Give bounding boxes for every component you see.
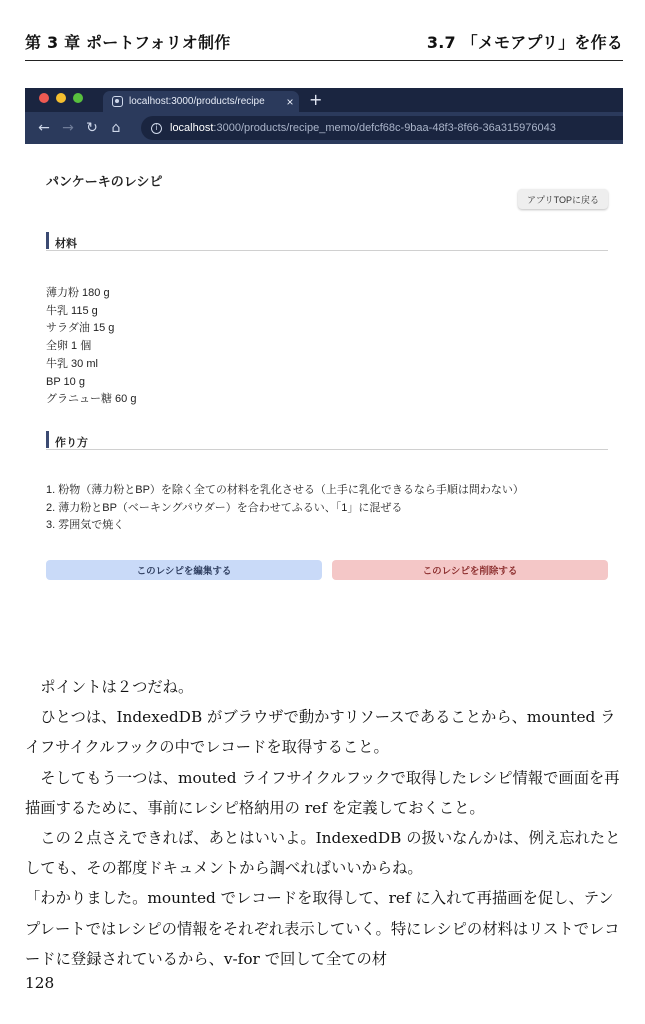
paragraph: ポイントは２つだね。 (40, 678, 194, 696)
reload-icon[interactable]: ↻ (86, 120, 98, 136)
book-header (25, 30, 623, 61)
steps-list (46, 482, 524, 535)
list-item: 薄力粉 180 g (46, 287, 110, 299)
list-item: 全卵 1 個 (46, 340, 92, 353)
forward-icon[interactable]: → (62, 120, 74, 136)
chapter-title: 第 3 章 ポートフォリオ制作 (25, 33, 231, 52)
url-path: :3000/products/recipe_memo/defcf68c-9baa-48f3-8f66-36a315976043 (213, 122, 556, 134)
list-item: サラダ油 15 g (46, 322, 115, 335)
favicon-icon (112, 96, 123, 107)
steps-heading-label: 作り方 (55, 437, 88, 449)
heading-accent-bar (46, 431, 49, 448)
back-to-top-button[interactable]: アプリTOPに戻る (518, 189, 608, 209)
ingredients-list (46, 285, 136, 409)
paragraph: ひとつは、IndexedDB がブラウザで動かすリソースであることから、mounted ライフサイクルフックの中でレコードを取得すること。 (25, 708, 616, 757)
section-title: 3.7 「メモアプリ」を作る (426, 33, 623, 52)
url-host: localhost (170, 122, 214, 134)
delete-recipe-button[interactable]: このレシピを削除する (332, 560, 608, 580)
url-field[interactable] (141, 116, 623, 140)
address-bar (25, 112, 623, 144)
home-icon[interactable]: ⌂ (111, 120, 121, 136)
app-screenshot (25, 88, 623, 608)
list-item: 牛乳 115 g (46, 304, 98, 317)
maximize-window-icon[interactable] (73, 93, 83, 103)
paragraph: この２点さえできれば、あとはいいよ。IndexedDB の扱いなんかは、例え忘れたとしても、その都度ドキュメントから調べればいいからね。 (25, 829, 621, 878)
body-text (25, 672, 625, 974)
tab-close-icon[interactable]: × (286, 94, 294, 109)
minimize-window-icon[interactable] (56, 93, 66, 103)
recipe-title: パンケーキのレシピ (46, 174, 163, 189)
close-window-icon[interactable] (39, 93, 49, 103)
edit-recipe-button[interactable]: このレシピを編集する (46, 560, 322, 580)
paragraph: 「わかりました。mounted でレコードを取得して、ref に入れて再描画を促し、テンプレートではレシピの情報をそれぞれ表示していく。特にレシピの材料はリストでレコードに登録されているから、v-for で回して全ての材 (25, 889, 620, 968)
ingredients-heading (46, 232, 608, 251)
ingredients-heading-label: 材料 (55, 238, 77, 250)
steps-heading (46, 431, 608, 450)
site-info-icon[interactable]: i (151, 123, 162, 134)
list-item: BP 10 g (46, 375, 85, 388)
browser-tab[interactable] (103, 91, 299, 112)
list-item: 3. 雰囲気で焼く (46, 519, 125, 531)
heading-accent-bar (46, 232, 49, 249)
paragraph: そしてもう一つは、mouted ライフサイクルフックで取得したレシピ情報で画面を再描画するために、事前にレシピ格納用の ref を定義しておくこと。 (25, 768, 620, 817)
page-number: 128 (25, 974, 55, 992)
tab-title: localhost:3000/products/recipe (129, 96, 265, 107)
list-item: 牛乳 30 ml (46, 357, 98, 370)
browser-tab-bar (25, 88, 623, 112)
list-item: 1. 粉物（薄力粉とBP）を除く全ての材料を乳化させる（上手に乳化できるなら手順は問わない） (46, 484, 524, 496)
back-icon[interactable]: ← (38, 120, 50, 136)
new-tab-icon[interactable]: + (309, 90, 323, 109)
list-item: グラニュー糖 60 g (46, 393, 137, 406)
recipe-page (25, 144, 623, 608)
list-item: 2. 薄力粉とBP（ベーキングパウダー）を合わせてふるい、「1」に混ぜる (46, 501, 403, 514)
